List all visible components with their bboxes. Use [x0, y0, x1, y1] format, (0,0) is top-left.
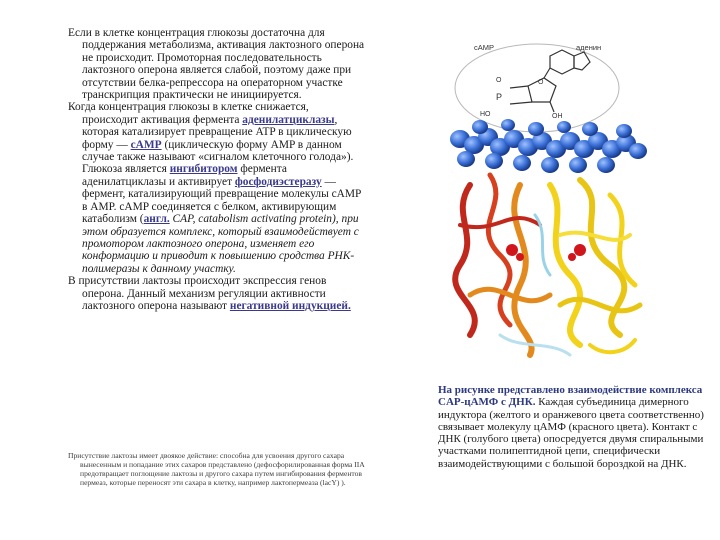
text-span: фермента аденилатциклазы и активирует	[82, 163, 287, 188]
figure-caption	[438, 384, 706, 470]
paragraph-camp-activation	[68, 101, 366, 275]
ring-o-label: O	[538, 79, 544, 86]
oh-label: OH	[552, 113, 563, 120]
link-negative-induction[interactable]: негативной индукцией.	[229, 299, 351, 312]
main-text	[68, 27, 366, 312]
text-span: Когда концентрация глюкозы в клетке снижается, происходит активация фермента	[68, 101, 309, 126]
link-inhibitor[interactable]: ингибитором	[169, 163, 238, 176]
cap-protein-ribbons	[455, 175, 640, 355]
link-phosphodiesterase[interactable]: фосфодиэстеразу	[234, 175, 322, 188]
paragraph-glucose-sufficient: Если в клетке концентрация глюкозы достаточна для поддержания метаболизма, активация лактозного оперона не происходит. Промоторная последовательность лактозного оперона является слабой, поэтому даже при отсутствии белка-репрессора на операторном участке транскрипция практически не инициируется.	[68, 27, 365, 102]
phosphorus-label: P	[496, 92, 503, 102]
adenine-label: аденин	[576, 43, 602, 52]
text-span: , которая катализирует превращение ATP в циклическую форму —	[82, 113, 352, 151]
link-english[interactable]: англ.	[143, 213, 170, 226]
footnote: Присутствие лактозы имеет двоякое действие: способна для усвоения другого сахара вынесенным и попадание этих сахаров представлено (дефосфорилированная форма IIA предотвращает поглощение лактозы и другого сахара путем ингибирования ферментов пермеаз, которые переносят эти сахара в клетку, например лактопермеаза (lacY) ).	[68, 451, 365, 487]
paragraph-negative-induction	[68, 275, 366, 312]
dna-helix	[450, 119, 647, 173]
camp-molecules	[506, 244, 586, 261]
text-span: — фермент, катализирующий превращение молекулы cAMP в AMP. cAMP соединяется с белком, активирующим катаболизм (	[82, 175, 361, 226]
caption-lead: На рисунке представлено взаимодействие комплекса CAP-цАМФ с ДНК.	[438, 384, 703, 409]
phosphate-o-label: O	[496, 77, 502, 84]
caption-body: Каждая субъединица димерного индуктора (желтого и оранжевого цвета соответственно) связывает молекулу цАМФ (красного цвета). Контакт с ДНК (голубого цвета) опосредуется двумя спиральными участками полипептидной цепи, специфически взаимодействующими с большой бороздкой на ДНК.	[438, 396, 704, 470]
link-camp[interactable]: cAMP	[130, 138, 162, 151]
link-adenylate-cyclase[interactable]: аденилатциклазы	[242, 113, 335, 126]
ho-label: HO	[480, 111, 491, 118]
cap-dna-complex-image	[440, 35, 650, 370]
text-span: В присутствии лактозы происходит экспрессия генов оперона. Данный механизм регуляции активности лактозного оперона называют	[68, 275, 327, 312]
text-span: (циклическую форму AMP в данном случае также называют «сигналом клеточного голода»). Глюкоза является	[82, 138, 354, 176]
text-span: CAP, catabolism activating protein), при этом образуется комплекс, который взаимодействует с промотором лактозного оперона, изменяет его конформацию и приводит к повышению сродства РНК-полимеразы к данному участку.	[82, 213, 359, 275]
camp-label: cAMP	[474, 43, 495, 52]
